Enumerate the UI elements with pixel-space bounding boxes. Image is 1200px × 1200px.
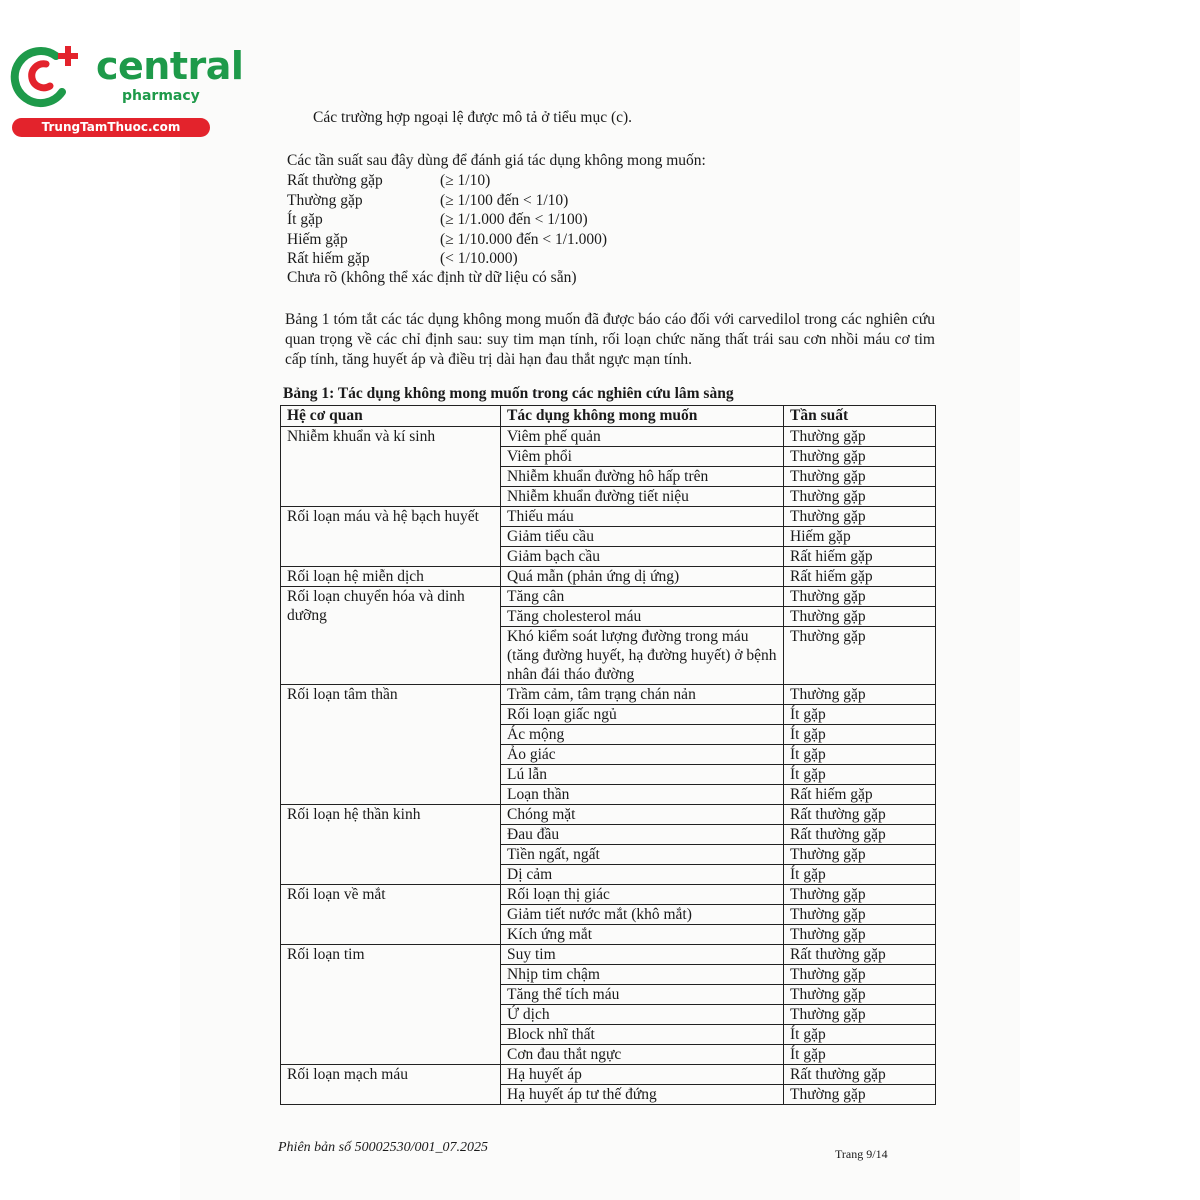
frequency-cell: Hiếm gặp [784, 527, 936, 547]
frequency-cell: Ít gặp [784, 745, 936, 765]
adverse-effect-cell: Block nhĩ thất [501, 1025, 784, 1045]
frequency-cell: Thường gặp [784, 447, 936, 467]
version-footer: Phiên bản số 50002530/001_07.2025 [278, 1140, 488, 1155]
frequency-cell: Ít gặp [784, 765, 936, 785]
frequency-cell: Thường gặp [784, 885, 936, 905]
frequency-cell: Ít gặp [784, 1025, 936, 1045]
frequency-cell: Rất hiếm gặp [784, 547, 936, 567]
frequency-cell: Thường gặp [784, 507, 936, 527]
table-row [281, 567, 936, 587]
adverse-effect-cell: Tiền ngất, ngất [501, 845, 784, 865]
frequency-label: Rất hiếm gặp [287, 250, 370, 267]
frequency-cell: Rất thường gặp [784, 945, 936, 965]
adverse-effect-cell: Quá mẫn (phản ứng dị ứng) [501, 567, 784, 587]
frequency-cell: Thường gặp [784, 1085, 936, 1105]
adverse-effect-cell: Cơn đau thắt ngực [501, 1045, 784, 1065]
organ-system-cell: Rối loạn mạch máu [281, 1065, 501, 1105]
adverse-effect-cell: Giảm tiểu cầu [501, 527, 784, 547]
table-row [281, 805, 936, 825]
frequency-cell: Thường gặp [784, 587, 936, 607]
adverse-effect-cell: Lú lẫn [501, 765, 784, 785]
frequency-cell: Thường gặp [784, 985, 936, 1005]
frequency-range: (≥ 1/10) [440, 172, 491, 189]
frequency-cell: Thường gặp [784, 685, 936, 705]
adverse-effect-cell: Đau đầu [501, 825, 784, 845]
frequency-range: (≥ 1/10.000 đến < 1/1.000) [440, 230, 608, 248]
frequency-cell: Rất thường gặp [784, 825, 936, 845]
adverse-effect-cell: Hạ huyết áp tư thế đứng [501, 1085, 784, 1105]
adverse-effect-cell: Dị cảm [501, 865, 784, 885]
logo-site-badge: TrungTamThuoc.com [12, 118, 210, 137]
table-row [281, 885, 936, 905]
summary-paragraph: Bảng 1 tóm tắt các tác dụng không mong muốn đã được báo cáo đối với carvedilol trong các nghiên cứu quan trọng về các chỉ định sau: suy tim mạn tính, rối loạn chức năng thất trái sau cơn nhồi máu cơ tim cấp tính, tăng huyết áp và điều trị dài hạn đau thắt ngực mạn tính. [285, 311, 935, 368]
adverse-effect-cell: Kích ứng mắt [501, 925, 784, 945]
frequency-unknown: Chưa rõ (không thể xác định từ dữ liệu có sẵn) [287, 269, 577, 286]
organ-system-cell: Nhiễm khuẩn và kí sinh [281, 427, 501, 507]
frequency-cell: Rất hiếm gặp [784, 567, 936, 587]
frequency-cell: Thường gặp [784, 427, 936, 447]
adverse-effect-cell: Tăng thể tích máu [501, 985, 784, 1005]
organ-system-cell: Rối loạn chuyển hóa và dinh dưỡng [281, 587, 501, 685]
table-caption: Bảng 1: Tác dụng không mong muốn trong các nghiên cứu lâm sàng [283, 385, 734, 402]
frequency-range: (≥ 1/1.000 đến < 1/100) [440, 211, 588, 228]
frequency-cell: Thường gặp [784, 845, 936, 865]
organ-system-cell: Rối loạn hệ miễn dịch [281, 567, 501, 587]
frequency-cell: Thường gặp [784, 905, 936, 925]
adverse-effect-cell: Chóng mặt [501, 805, 784, 825]
frequency-label: Rất thường gặp [287, 172, 383, 189]
adverse-effect-cell: Giảm tiết nước mắt (khô mắt) [501, 905, 784, 925]
adverse-effect-cell: Thiếu máu [501, 507, 784, 527]
table-header-row [281, 406, 936, 427]
frequency-label: Ít gặp [287, 211, 323, 228]
frequency-cell: Ít gặp [784, 1045, 936, 1065]
table-row [281, 945, 936, 965]
frequency-range: (≥ 1/100 đến < 1/10) [440, 191, 569, 209]
organ-system-cell: Rối loạn tim [281, 945, 501, 1065]
frequency-cell: Rất thường gặp [784, 805, 936, 825]
frequency-cell: Thường gặp [784, 925, 936, 945]
adverse-effect-cell: Loạn thần [501, 785, 784, 805]
adverse-effect-cell: Trầm cảm, tâm trạng chán nản [501, 685, 784, 705]
organ-system-cell: Rối loạn máu và hệ bạch huyết [281, 507, 501, 567]
adverse-effects-table [280, 405, 936, 1105]
frequency-cell: Thường gặp [784, 487, 936, 507]
central-pharmacy-logo-icon [10, 38, 90, 108]
adverse-effect-cell: Rối loạn thị giác [501, 885, 784, 905]
frequency-cell: Thường gặp [784, 467, 936, 487]
adverse-effect-cell: Nhiễm khuẩn đường hô hấp trên [501, 467, 784, 487]
frequency-cell: Ít gặp [784, 705, 936, 725]
adverse-effect-cell: Nhiễm khuẩn đường tiết niệu [501, 487, 784, 507]
frequency-cell: Rất hiếm gặp [784, 785, 936, 805]
adverse-effect-cell: Ảo giác [501, 745, 784, 765]
frequency-cell: Thường gặp [784, 1005, 936, 1025]
logo-subtitle: pharmacy [122, 88, 200, 104]
frequency-cell: Thường gặp [784, 607, 936, 627]
header-system: Hệ cơ quan [281, 406, 501, 427]
frequency-cell: Thường gặp [784, 627, 936, 685]
table-row [281, 685, 936, 705]
frequency-cell: Rất thường gặp [784, 1065, 936, 1085]
frequency-heading: Các tần suất sau đây dùng để đánh giá tác dụng không mong muốn: [287, 152, 706, 169]
frequency-cell: Ít gặp [784, 725, 936, 745]
table-row [281, 1065, 936, 1085]
header-effect: Tác dụng không mong muốn [501, 406, 784, 427]
table-row [281, 587, 936, 607]
table-row [281, 427, 936, 447]
frequency-range: (< 1/10.000) [440, 250, 518, 267]
adverse-effect-cell: Khó kiểm soát lượng đường trong máu (tăng đường huyết, hạ đường huyết) ở bệnh nhân đái tháo đường [501, 627, 784, 685]
intro-text: Các trường hợp ngoại lệ được mô tả ở tiểu mục (c). [313, 109, 633, 126]
header-frequency: Tần suất [784, 406, 936, 427]
frequency-cell: Thường gặp [784, 965, 936, 985]
organ-system-cell: Rối loạn về mắt [281, 885, 501, 945]
adverse-effect-cell: Rối loạn giấc ngủ [501, 705, 784, 725]
adverse-effect-cell: Giảm bạch cầu [501, 547, 784, 567]
adverse-effect-cell: Nhịp tim chậm [501, 965, 784, 985]
adverse-effect-cell: Ứ dịch [501, 1005, 784, 1025]
frequency-label: Thường gặp [287, 191, 363, 209]
adverse-effect-cell: Viêm phổi [501, 447, 784, 467]
organ-system-cell: Rối loạn tâm thần [281, 685, 501, 805]
frequency-label: Hiếm gặp [287, 230, 348, 248]
organ-system-cell: Rối loạn hệ thần kinh [281, 805, 501, 885]
page-number: Trang 9/14 [835, 1147, 888, 1161]
adverse-effect-cell: Tăng cân [501, 587, 784, 607]
logo-name: central [96, 44, 244, 88]
adverse-effect-cell: Suy tim [501, 945, 784, 965]
adverse-effect-cell: Tăng cholesterol máu [501, 607, 784, 627]
adverse-effect-cell: Viêm phế quản [501, 427, 784, 447]
table-row [281, 507, 936, 527]
brand-logo [10, 38, 244, 138]
adverse-effect-cell: Hạ huyết áp [501, 1065, 784, 1085]
frequency-cell: Ít gặp [784, 865, 936, 885]
adverse-effect-cell: Ác mộng [501, 725, 784, 745]
